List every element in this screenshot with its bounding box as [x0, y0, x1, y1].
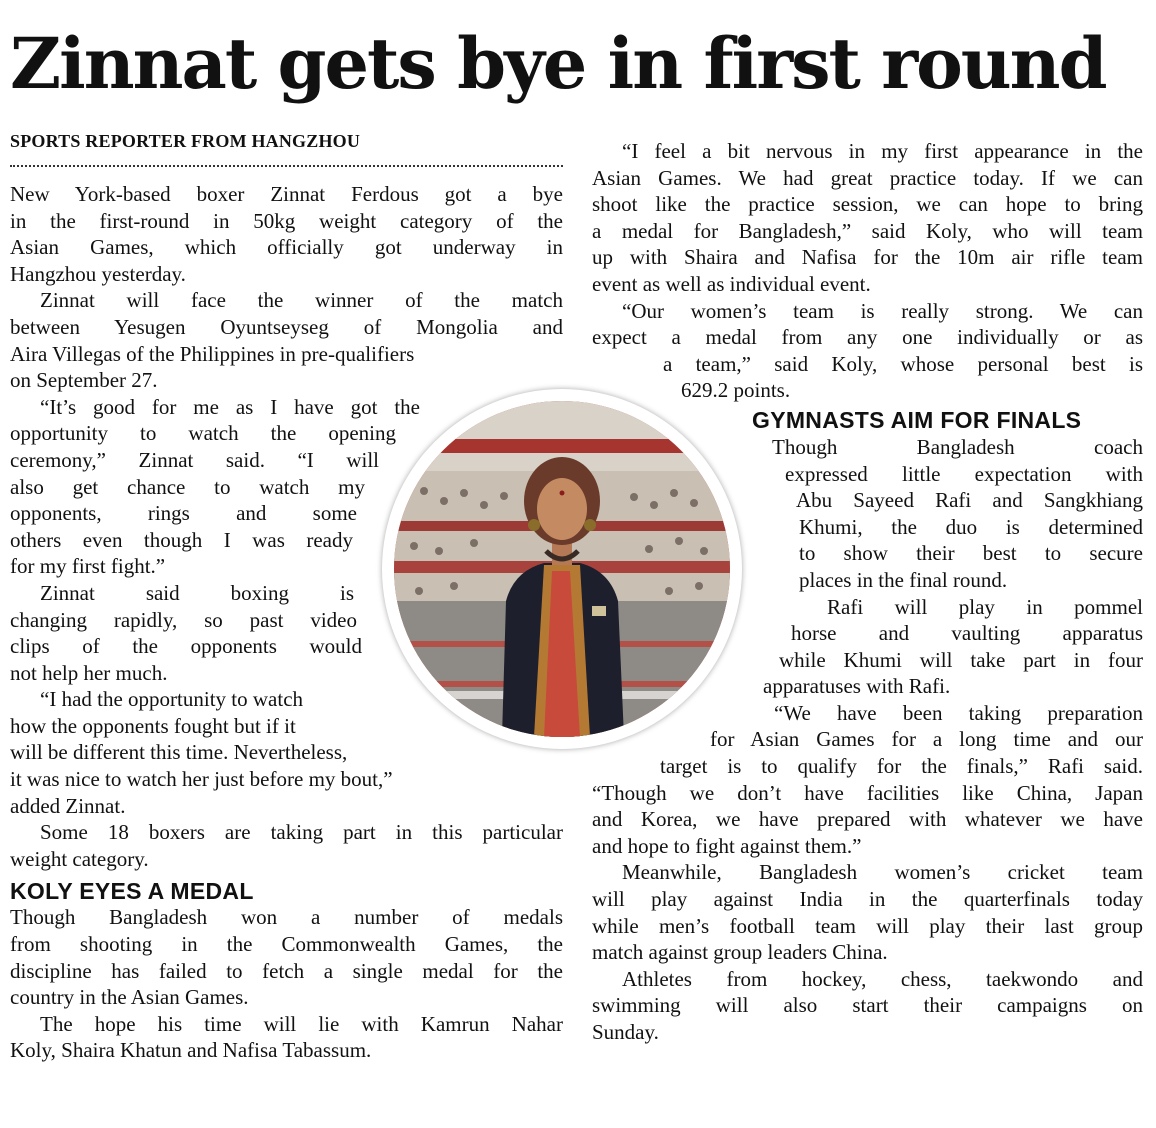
- byline: SPORTS REPORTER FROM HANGZHOU: [10, 131, 361, 151]
- athlete-photo-illustration: [394, 401, 730, 737]
- paragraph: “It’s good for me as I have got the opportunity to watch the opening ceremony,” Zinnat said. “I will also get chance to watch my opponents, rings and some others even though I was ready for my first fight.”: [10, 394, 420, 579]
- paragraph: Athletes from hockey, chess, taekwondo and swimming will also start their campaigns on Sunday.: [592, 966, 1143, 1044]
- paragraph: “I had the opportunity to watch how the opponents fought but if it will be different this time. Nevertheless, it was nice to watch her just before my bout,” added Zinnat.: [10, 687, 393, 818]
- paragraph: New York-based boxer Zinnat Ferdous got a bye in the first-round in 50kg weight category of the Asian Games, which officially got underway in Hangzhou yesterday.: [10, 182, 563, 286]
- athlete-photo: [382, 389, 742, 749]
- paragraph: “We have been taking preparation for Asian Games for a long time and our target is to qualify for the finals,” Rafi said. “Though we don’t have facilities like China, Japan and Korea, we have prepared with whatever we have and hope to fight against them.”: [592, 700, 1143, 858]
- paragraph: Rafi will play in pommel horse and vaulting apparatus while Khumi will take part in four apparatuses with Rafi.: [763, 594, 1143, 699]
- paragraph: “I feel a bit nervous in my first appearance in the Asian Games. We had great practice today. If we can shoot like the practice session, we can hope to bring a medal for Bangladesh,” said Koly, who will team up with Shaira and Nafisa for the 10m air rifle team event as well as individual event.: [592, 139, 1143, 296]
- subhead-gymnasts: GYMNASTS AIM FOR FINALS: [752, 406, 1082, 433]
- paragraph: The hope his time will lie with Kamrun Nahar Koly, Shaira Khatun and Nafisa Tabassum.: [10, 1011, 563, 1063]
- paragraph: Though Bangladesh won a number of medals from shooting in the Commonwealth Games, the discipline has failed to fetch a single medal for the country in the Asian Games.: [10, 905, 563, 1010]
- subhead-koly: KOLY EYES A MEDAL: [10, 878, 254, 905]
- headline: Zinnat gets bye in first round: [10, 22, 1106, 105]
- paragraph: Meanwhile, Bangladesh women’s cricket team will play against India in the quarterfinals today while men’s football team will play their last group match against group leaders China.: [592, 860, 1143, 965]
- paragraph: Some 18 boxers are taking part in this particular weight category.: [10, 820, 563, 871]
- paragraph: Zinnat said boxing is changing rapidly, so past video clips of the opponents would not help her much.: [10, 580, 362, 685]
- paragraph: “Our women’s team is really strong. We can expect a medal from any one individually or as a team,” said Koly, whose personal best is 629.2 points.: [592, 298, 1143, 403]
- paragraph: Zinnat will face the winner of the match between Yesugen Oyuntseyseg of Mongolia and Aira Villegas of the Philippines in pre-qualifiers on September 27.: [10, 288, 563, 393]
- byline-divider: [10, 165, 563, 167]
- paragraph: Though Bangladesh coach expressed little expectation with Abu Sayeed Rafi and Sangkhiang Khumi, the duo is determined to show their best to secure places in the final round.: [772, 434, 1143, 592]
